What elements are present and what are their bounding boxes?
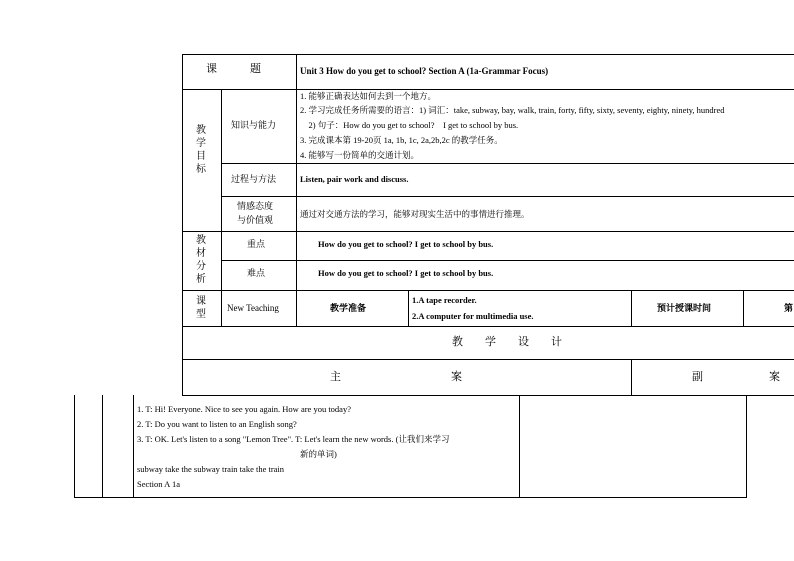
design-title: 教 学 设 计 <box>452 336 562 348</box>
body-line: 新的单词) <box>300 449 337 459</box>
knowledge-line: 3. 完成课本第 19-20页 1a, 1b, 1c, 2a,2b,2c 的教学任务。 <box>300 135 503 145</box>
time-value: 第 <box>784 303 794 313</box>
emotion-label: 与价值观 <box>237 215 274 225</box>
knowledge-line: 4. 能够写一份简单的交通计划。 <box>300 150 420 160</box>
knowledge-label: 知识与能力 <box>231 120 277 130</box>
topic-label: 课 题 <box>206 63 261 75</box>
analysis-group-label: 教 材 分 析 <box>196 235 206 285</box>
difficulty-label: 难点 <box>247 268 266 278</box>
lesson-type-value: New Teaching <box>227 303 279 313</box>
prep-item: 1.A tape recorder. <box>412 295 477 305</box>
key-point-label: 重点 <box>247 239 266 249</box>
body-line: Section A 1a <box>137 479 180 489</box>
knowledge-line: 2) 句子：How do you get to school? I get to school by bus. <box>300 120 519 130</box>
prep-label: 教学准备 <box>330 303 367 313</box>
knowledge-line: 1. 能够正确表达如何去到一个地方。 <box>300 91 437 101</box>
difficulty-value: How do you get to school? I get to school by bus. <box>318 268 494 278</box>
time-label: 预计授课时间 <box>657 303 712 313</box>
lesson-type-label: 课 型 <box>196 296 206 320</box>
prep-item: 2.A computer for multimedia use. <box>412 311 534 321</box>
emotion-label: 情感态度 <box>237 201 274 211</box>
process-label: 过程与方法 <box>231 174 277 184</box>
body-line: subway take the subway train take the train <box>137 464 285 474</box>
body-line: 3. T: OK. Let's listen to a song "Lemon Tree". T: Let's learn the new words. (让我们来学习 <box>137 434 450 444</box>
body-line: 2. T: Do you want to listen to an English song? <box>137 419 297 429</box>
topic-value: Unit 3 How do you get to school? Section A (1a-Grammar Focus) <box>300 66 549 76</box>
emotion-value: 通过对交通方法的学习，能够对现实生活中的事情进行推理。 <box>300 209 530 219</box>
sub-plan-label: 副 案 <box>692 371 780 383</box>
key-point-value: How do you get to school? I get to school by bus. <box>318 239 494 249</box>
process-value: Listen, pair work and discuss. <box>300 174 409 184</box>
body-line: 1. T: Hi! Everyone. Nice to see you again. How are you today? <box>137 404 351 414</box>
main-plan-label: 主 案 <box>330 371 462 383</box>
objectives-group-label: 教 学 目 标 <box>196 125 206 175</box>
knowledge-line: 2. 学习完成任务所需要的语言：1) 词汇：take, subway, bay, walk, train, forty, fifty, sixty, seventy, eighty, ninety, hundred <box>300 105 725 115</box>
